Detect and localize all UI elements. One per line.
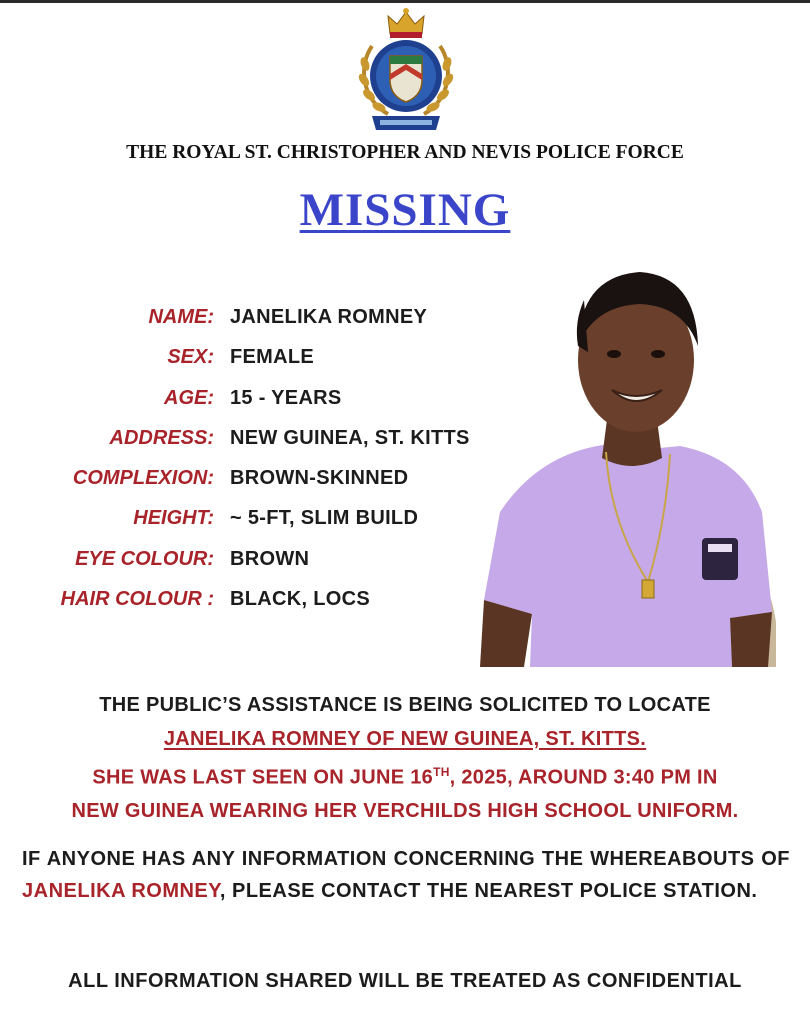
missing-title: MISSING — [299, 184, 511, 236]
detail-label: HEIGHT: — [133, 507, 214, 530]
detail-row-address — [0, 423, 480, 463]
detail-value: FEMALE — [230, 346, 315, 369]
detail-row-name — [0, 302, 480, 342]
detail-value: BLACK, LOCS — [230, 588, 370, 611]
contact-name: JANELIKA ROMNEY — [22, 880, 220, 902]
detail-label: AGE: — [164, 386, 214, 409]
missing-person-photo — [480, 262, 776, 667]
details-list — [0, 302, 480, 624]
appeal-line-1: THE PUBLIC’S ASSISTANCE IS BEING SOLICITED TO LOCATE — [99, 694, 711, 716]
contact-before: IF ANYONE HAS ANY INFORMATION CONCERNING THE WHEREABOUTS OF — [22, 848, 790, 870]
detail-label: HAIR COLOUR : — [60, 588, 214, 611]
detail-value: ~ 5-FT, SLIM BUILD — [230, 507, 419, 530]
detail-row-sex — [0, 342, 480, 382]
detail-row-height — [0, 503, 480, 543]
police-crest-icon — [354, 4, 458, 134]
appeal-line-3 — [0, 756, 810, 795]
missing-title-wrap — [0, 183, 810, 237]
detail-label: ADDRESS: — [109, 426, 214, 449]
detail-row-complexion — [0, 463, 480, 503]
detail-value: JANELIKA ROMNEY — [230, 306, 428, 328]
appeal-line-4: NEW GUINEA WEARING HER VERCHILDS HIGH SCHOOL UNIFORM. — [71, 800, 739, 823]
detail-value: 15 - YEARS — [230, 386, 342, 409]
appeal-line-2: JANELIKA ROMNEY OF NEW GUINEA, ST. KITTS. — [163, 727, 647, 750]
top-border — [0, 0, 810, 3]
contact-after: , PLEASE CONTACT THE NEAREST POLICE STATION. — [219, 880, 758, 902]
confidential-notice: ALL INFORMATION SHARED WILL BE TREATED AS CONFIDENTIAL — [68, 970, 742, 992]
detail-row-age — [0, 383, 480, 423]
contact-paragraph — [22, 843, 790, 907]
detail-label: EYE COLOUR: — [75, 547, 214, 570]
appeal-line-3-after: , 2025, AROUND 3:40 PM IN — [449, 766, 718, 789]
detail-value: BROWN-SKINNED — [230, 467, 409, 490]
detail-row-eye-colour — [0, 544, 480, 584]
detail-label: SEX: — [167, 346, 214, 369]
appeal-line-3-sup: TH — [433, 765, 450, 779]
public-appeal — [0, 689, 810, 829]
detail-value: BROWN — [230, 547, 310, 570]
detail-label: NAME: — [148, 306, 214, 328]
organization-name: THE ROYAL ST. CHRISTOPHER AND NEVIS POLICE FORCE — [126, 142, 684, 163]
detail-value: NEW GUINEA, ST. KITTS — [230, 426, 470, 449]
appeal-line-3-before: SHE WAS LAST SEEN ON JUNE 16 — [92, 766, 434, 789]
detail-row-hair-colour — [0, 584, 480, 624]
detail-label: COMPLEXION: — [72, 467, 214, 490]
